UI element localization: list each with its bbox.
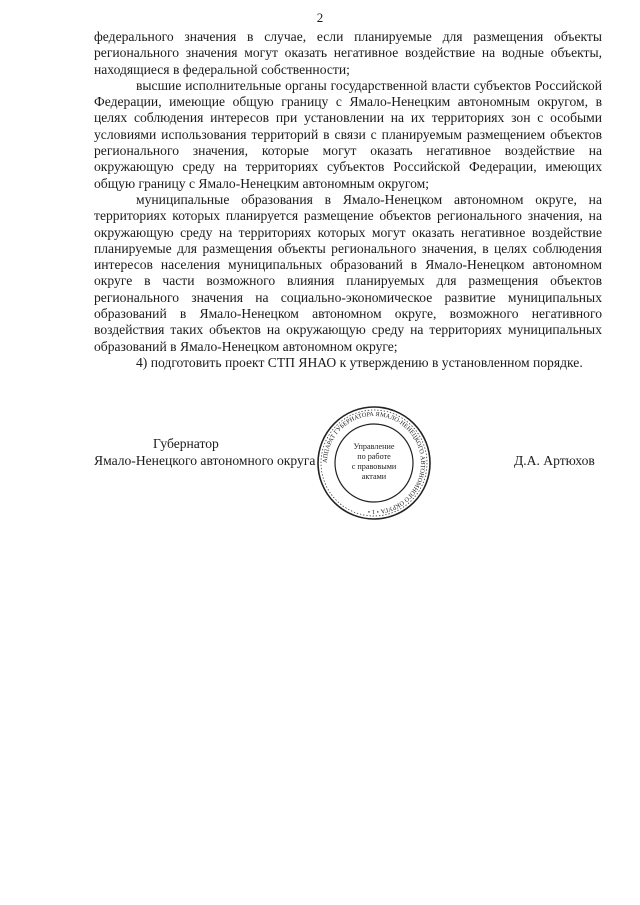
stamp-center-line: актами [361,472,387,481]
paragraph-4: 4) подготовить проект СТП ЯНАО к утверждению в установленном порядке. [136,354,583,370]
paragraph-3: муниципальные образования в Ямало-Ненецком автономном округе, на территориях которых планируется размещение объектов регионального значения, на окружающую среду на территориях которых могут оказать негативное воздействие планируемые для размещения объекты регионального значения, в целях соблюдения интересов населения муниципальных образований в Ямало-Ненецком автономном округе в части возможного влияния планируемых для размещения объектов регионального значения на социально-экономическое развитие муниципальных образований в Ямало-Ненецком автономном округе, возможного негативного воздействия таких объектов на окружающую среду на территориях муниципальных образований в Ямало-Ненецком автономном округе; [94,191,602,354]
stamp-ring-text: АППАРАТ ГУБЕРНАТОРА ЯМАЛО-НЕНЕЦКОГО АВТОНОМНОГО ОКРУГА • 1 • [321,410,427,516]
stamp-seal-graphic [316,405,432,521]
signatory-title: Губернатор [153,436,219,451]
official-stamp [316,405,432,521]
stamp-center-line: Управление [353,442,395,451]
document-body [94,29,602,371]
stamp-center-line: с правовыми [351,462,397,471]
signatory-name: Д.А. Артюхов [514,453,595,468]
paragraph-1: федерального значения в случае, если планируемые для размещения объекты регионального значения могут оказать негативное воздействие на водные объекты, находящиеся в федеральной собственности; [94,29,602,77]
page-number: 2 [316,10,324,25]
signatory-region: Ямало-Ненецкого автономного округа [94,453,316,468]
paragraph-2: высшие исполнительные органы государственной власти субъектов Российской Федерации, имеющие общую границу с Ямало-Ненецким автономным округом, в целях соблюдения интересов при установлении на их территориях зон с особыми условиями использования территорий в связи с планируемым размещением объектов регионального значения, которые могут оказать негативное воздействие на окружающую среду на территориях субъектов Российской Федерации, имеющих общую границу с Ямало-Ненецким автономным округом; [94,77,602,191]
stamp-center-line: по работе [357,452,391,461]
